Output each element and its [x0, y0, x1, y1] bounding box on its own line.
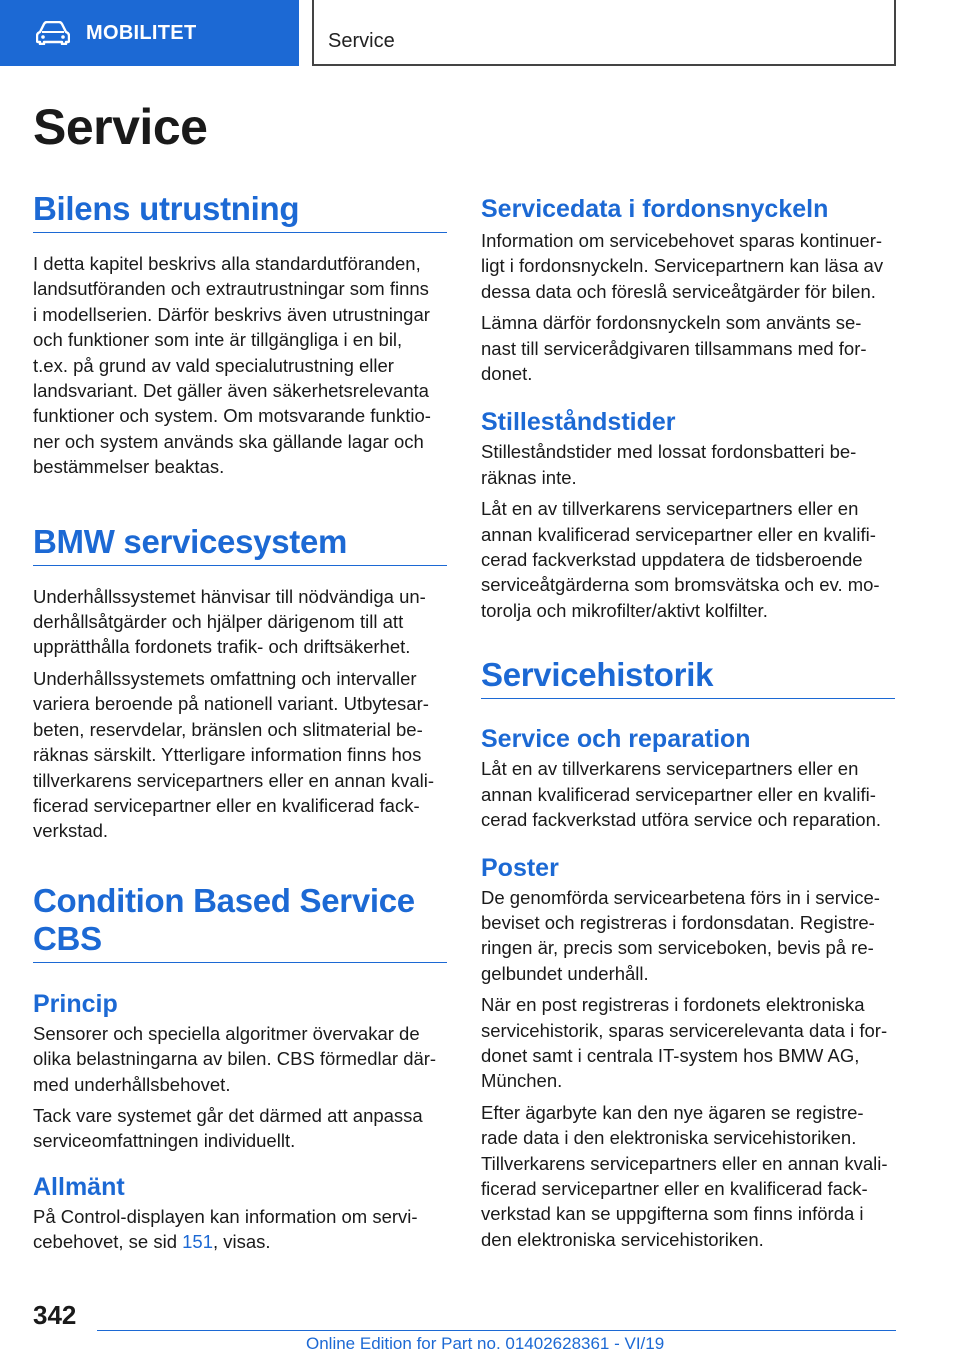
heading-princip: Princip: [33, 989, 118, 1018]
footer-divider: [97, 1330, 896, 1331]
heading-bilens-utrustning: Bilens utrustning: [33, 190, 447, 233]
heading-servicedata: Servicedata i fordonsnyckeln: [481, 195, 829, 223]
paragraph: På Control-displayen kan information om servi- cebehovet, se sid 151, visas.: [33, 1205, 418, 1253]
paragraph: Låt en av tillverkarens servicepartners eller en annan kvalificerad servicepartner eller en kvalifi- cerad fackverkstad uppdatera de tidsberoende serviceåtgärderna som bromsvätska och ev. mo- torolja och mikrofilter/aktivt kolfilter.: [481, 498, 880, 621]
heading-bmw-servicesystem: BMW servicesystem: [33, 523, 447, 566]
heading-allmant: Allmänt: [33, 1172, 125, 1201]
heading-stillestandstider: Stilleståndstider: [481, 408, 676, 437]
paragraph: Stilleståndstider med lossat fordonsbatteri be- räknas inte.: [481, 441, 857, 488]
section-label: Service: [312, 0, 896, 66]
heading-servicehistorik: Servicehistorik: [481, 656, 895, 699]
paragraph: I detta kapitel beskrivs alla standardutföranden, landsutföranden och extrautrustningar som finns i modellserien. Därför beskrivs även utrustningar och funktioner som inte är tillgängliga i en bil, t.ex. på grund av vald specialutrustning eller landsvariant. Det gäller även säkerhetsrelevanta funktioner och system. Om motsvarande funktio- ner och system används ska gällande lagar och bestämmelser beaktas.: [33, 253, 431, 478]
page-header: [0, 0, 960, 66]
page-reference-link[interactable]: 151: [182, 1231, 213, 1253]
left-column: [33, 190, 447, 1255]
paragraph: Låt en av tillverkarens servicepartners eller en annan kvalificerad servicepartner eller en kvalifi- cerad fackverkstad utföra service och reparation.: [481, 758, 881, 831]
heading-condition-based-service: Condition Based Service CBS: [33, 882, 447, 963]
paragraph: De genomförda servicearbetena förs in i service- beviset och registreras i fordonsdatan. Registre- ringen är, precis som serviceboken, bevis på re- gelbundet underhåll.: [481, 886, 880, 984]
paragraph: Underhållssystemet hänvisar till nödvändiga un- derhållsåtgärder och hjälper därigenom till att upprätthålla fordonets trafik- och driftsäkerhet.: [33, 585, 426, 658]
heading-service-och-reparation: Service och reparation: [481, 725, 751, 754]
car-icon: [36, 21, 70, 45]
paragraph: Tack vare systemet går det därmed att anpassa serviceomfattningen individuellt.: [33, 1104, 423, 1152]
chapter-label: MOBILITET: [86, 21, 197, 44]
page-title: Service: [33, 99, 208, 155]
paragraph: Underhållssystemets omfattning och intervaller variera beroende på nationell variant. Utbytesar- beten, reservdelar, bränslen och slitmaterial be- räknas särskilt. Ytterligare information finns hos tillverkarens servicepartners eller en annan kvali- ficerad servicepartner eller en kvalificerad fack- verkstad.: [33, 667, 435, 842]
paragraph: Sensorer och speciella algoritmer övervakar de olika belastningarna av bilen. CBS förmedlar där- med underhållsbehovet.: [33, 1022, 437, 1095]
chapter-tab[interactable]: [0, 0, 299, 66]
paragraph: Lämna därför fordonsnyckeln som använts se- nast till servicerådgivaren tillsammans med for- donet.: [481, 312, 867, 385]
right-column: [481, 190, 895, 1252]
footer-edition: Online Edition for Part no. 01402628361 - VI/19: [306, 1334, 665, 1353]
paragraph: Information om servicebehovet sparas kontinuer- ligt i fordonsnyckeln. Servicepartnern kan läsa av dessa data och föreslå serviceåtgärder för bilen.: [481, 230, 884, 302]
heading-poster: Poster: [481, 853, 559, 882]
page-number: 342: [33, 1300, 77, 1330]
paragraph: När en post registreras i fordonets elektroniska servicehistorik, sparas servicerelevanta data i for- donet samt i centrala IT-system hos BMW AG, München.: [481, 994, 888, 1092]
paragraph: Efter ägarbyte kan den nye ägaren se registre- rade data i den elektroniska servicehistoriken. Tillverkarens servicepartners eller en annan kvali- ficerad servicepartner eller en kvalificerad fack- verkstad kan se uppgifterna som finns införda i den elektroniska servicehistoriken.: [481, 1101, 888, 1250]
